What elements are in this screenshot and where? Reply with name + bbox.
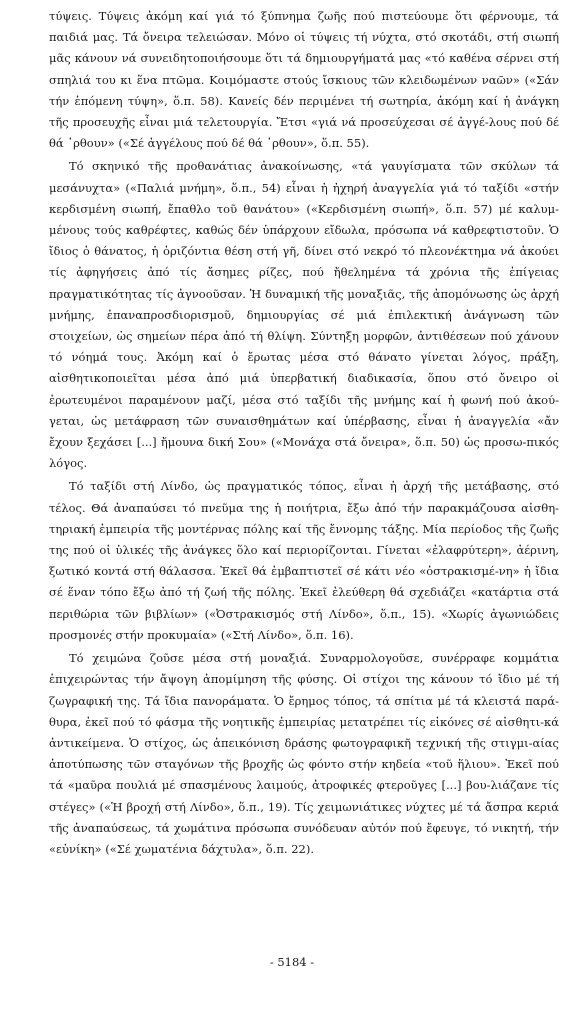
paragraph-stage-of-death: Τό σκηνικό τῆς προθανάτιας ἀνακοίνωσης, «τά γαυγίσματα τῶν σκύλων τά μεσάνυχτα» («Παλιά μνήμη», ὅ.π., 54) εἶναι ἡ ἠχηρή ἀναγγελία γιά τό ταξίδι «στήν κερδισμένη σιωπή, ἔπαθλο τοῦ θανάτου» («Κερδισμένη σιωπή», ὅ.π. 57) μέ καλυμ-μένους τούς καθρέφτες, καθώς δέν ὑπάρχουν εἴδωλα, πρόσωπα νά καθρεφτιστοῦν. Ὁ ἴδιος ὁ θάνατος, ἡ ὁριζόντια θέση στή γῆ, δίνει στό νεκρό τό πλεονέκτημα νά ἀκούει τίς ἀφηγήσεις ἀπό τίς ἄσημες ρίζες, πού ἤθελημένα τά χρόνια τῆς ἐπίγειας πραγματικότητας τίς ἀγνοοῦσαν. Ἡ δυναμική τῆς μοναξιᾶς, τῆς ἀπομόνωσης ὡς ἀρχή μνήμης, ἐπαναπροσδιορισμοῦ, δημιουργίας σέ μιά ἐπιλεκτική ἀνάγνωση τῶν στοιχείων, ὡς σημείων πέρα ἀπό τή θλίψη. Σύντηξη μορφῶν, ἀντιθέσεων πού χάνουν τό νόημά τους. Ἀκόμη καί ὁ ἔρωτας μέσα στό θάνατο γίνεται λόγος, πράξη, αἰσθητικοποιεῖται μέσα ἀπό μιά ὑπερβατική διαδικασία, ὅπου στό ὄνειρο οἱ ἐρωτευμένοι παραμένουν μαζί, μέσα στό ταξίδι τῆς μνήμης καί ἡ φωνή πού ἀκού-γεται, ὡς μετάφραση τῶν συναισθημάτων καί ὑπέρβασης, εἶναι ἡ ἀναγγελία «ἄν ἔχουν ξεχάσει [...] ἤμουνα δική Σου» («Μονάχα στά ὄνειρα», ὅ.π. 50) ὡς προσω-πικός λόγος. (49, 159, 559, 471)
paragraph-journey-lindos: Τό ταξίδι στή Λίνδο, ὡς πραγματικός τόπος, εἶναι ἡ ἀρχή τῆς μετάβασης, στό τέλος. Θά ἀναπαύσει τό πνεῦμα της ἡ ποιήτρια, ἔξω ἀπό τήν παρακμάζουσα αἰσθη-τηριακή ἐμπειρία τῆς μοντέρνας πόλης καί τῆς ἔννομης τάξης. Μία περίοδος τῆς ζωῆς της πού οἱ ὑλικές τῆς ἀνάγκες ὅλο καί περιορίζονται. Γίνεται «ἐλαφρύτερη», ἀέρινη, ξωτικό κοντά στή θάλασσα. Ἐκεῖ θά ἐμβαπτιστεῖ σέ κάτι νέο «ὀστρακισμέ-νη» ἡ ἴδια σέ ἕναν τόπο ἔξω ἀπό τή ζωή τῆς πόλης. Ἐκεῖ ἐλεύθερη θά σχεδιάζει «κατάρτια στά περιθώρια τῶν βιβλίων» («Ὀστρακισμός στή Λίνδο», ὅ.π., 15). «Χωρίς ἀγωνιώδεις προσμονές στήν προκυμαία» («Στή Λίνδο», ὅ.π. 16). (49, 479, 559, 642)
page-number: - 5184 - (269, 955, 315, 969)
paragraph-winter-solitude: Τό χειμώνα ζοῦσε μέσα στή μοναξιά. Συναρμολογοῦσε, συνέρραφε κομμάτια ἐπιχειρώντας τήν ἄψογη ἀπομίμηση τῆς φύσης. Οἱ στίχοι της κάνουν τό ἴδιο μέ τή ζωγραφική της. Τά ἴδια πανοράματα. Ὁ ἔρημος τόπος, τά σπίτια μέ τά κλειστά παρά-θυρα, ἐκεῖ πού τό φάσμα τῆς νοητικῆς ἐμπειρίας μετατρέπει τίς εἰκόνες σέ αἰσθητι-κά ἀντικείμενα. Ὁ στίχος, ὡς ἀπεικόνιση δράσης φωτογραφικῆ τεχνική τῆς στιγμι-αίας ἀποτύπωσης τῶν σταγόνων τῆς βροχῆς ὡς φόντο στήν κηδεία «τοῦ ἥλιου». Ἐκεῖ πού τά «μαῦρα πουλιά μέ σπασμένους λαιμούς, ἀτροφικές φτεροῦγες [...] βου-λιάζανε τίς στέγες» («Ἡ βροχή στή Λίνδο», ὅ.π., 19). Τίς χειμωνιάτικες νύχτες μέ τά ἄσπρα κεριά τῆς ἀναπαύσεως, τά χωμάτινα πρόσωπα συνόδευαν αὐτόν πού ἔφευγε, τό νικητή, τήν «εὐνίκη» («Σέ χωματένια δάχτυλα», ὅ.π. 22). (49, 651, 559, 856)
paragraph-continuation: τύψεις. Τύψεις ἀκόμη καί γιά τό ξύπνημα ζωῆς πού πιστεύουμε ὅτι φέρνουμε, τά παιδιά μας. Τά ὄνειρα τελειώσαν. Μόνο οἱ τύψεις τή νύχτα, στό σκοτάδι, στή σιωπή μᾶς κάνουν νά συνειδητοποιήσουμε ὅτι τά δημιουργήματά μας «τό καθένα σέρνει στή σπηλιά του κι ἕνα πτῶμα. Κοιμόμαστε στούς ἴσκιους τῶν κλειδωμένων ναῶν» («Σάν τήν ἑπόμενη τύψη», ὅ.π. 58). Κανείς δέν περιμένει τή σωτηρία, ἀκόμη καί ἡ ἀνάγκη τῆς προσευχῆς εἶναι μιά τελετουργία. Ἔτσι «γιά νά προσεύχεσαι σέ ἀγγέ-λους πού δέ θά ᾽ρθουν» («Σέ ἀγγέλους πού δέ θά ᾽ρθουν», ὅ.π. 55). (49, 9, 559, 151)
page-body (49, 6, 559, 860)
